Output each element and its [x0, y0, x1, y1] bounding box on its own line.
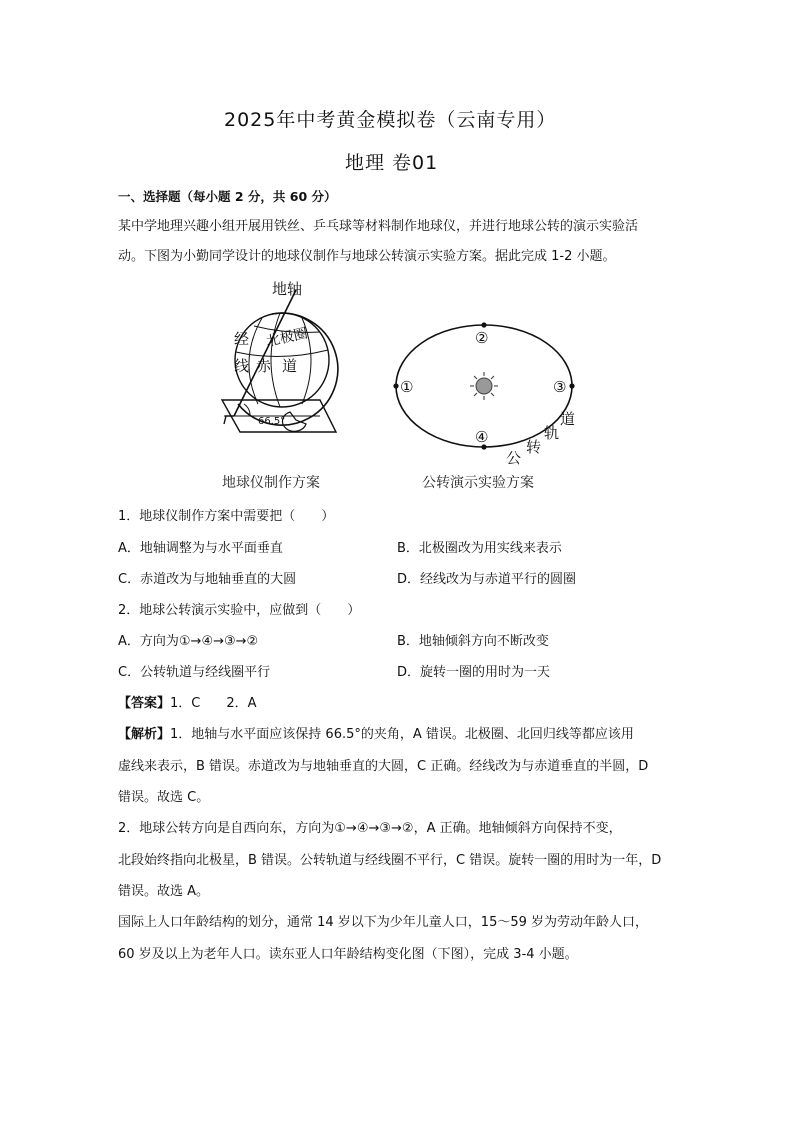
page-subtitle: 地理 卷01 — [345, 152, 439, 174]
position-label-1: ① — [400, 378, 414, 396]
question-2-option-b: B．地轴倾斜方向不断改变 — [397, 634, 549, 649]
orbit-label-char-4: 道 — [560, 410, 576, 428]
figure-area — [210, 276, 590, 498]
sun-icon — [476, 378, 492, 394]
analysis-line-6: 错误。故选 A。 — [118, 884, 210, 899]
question-2-option-d: D．旋转一圈的用时为一天 — [397, 665, 551, 680]
caption-orbit: 公转演示实验方案 — [422, 475, 534, 491]
position-dot-2 — [481, 322, 486, 327]
orbit-figure — [393, 322, 575, 491]
label-chi: 赤 — [256, 357, 272, 375]
question-2-stem: 2．地球公转演示实验中，应做到（ ） — [118, 603, 361, 618]
caption-globe: 地球仪制作方案 — [222, 475, 320, 491]
globe-figure — [222, 280, 338, 491]
analysis-line-1 — [118, 719, 634, 750]
analysis-line-3: 错误。故选 C。 — [118, 790, 210, 805]
question-2-option-c: C．公转轨道与经线圈平行 — [118, 665, 271, 680]
meridian-line — [271, 313, 280, 407]
orbit-label-char-3: 轨 — [544, 424, 560, 442]
label-axis: 地轴 — [272, 280, 303, 298]
section-heading: 一、选择题（每小题 2 分，共 60 分） — [118, 189, 337, 204]
answer-line — [118, 688, 257, 719]
analysis-text-1: 1．地轴与水平面应该保持 66.5°的夹角，A 错误。北极圈、北回归线等都应该用 — [170, 727, 634, 742]
intro2-line-1: 国际上人口年龄结构的划分，通常 14 岁以下为少年儿童人口，15～59 岁为劳动年龄人口， — [118, 915, 649, 930]
orbit-label-char-1: 公 — [506, 449, 522, 467]
question-1-stem: 1．地球仪制作方案中需要把（ ） — [118, 509, 335, 524]
question-1-option-a: A．地轴调整为与水平面垂直 — [118, 541, 283, 556]
intro-line-2: 动。下图为小勤同学设计的地球仪制作与地球公转演示实验方案。据此完成 1-2 小题。 — [118, 249, 616, 264]
intro-line-1: 某中学地理兴趣小组开展用铁丝、乒乓球等材料制作地球仪，并进行地球公转的演示实验活 — [118, 219, 639, 234]
position-label-2: ② — [475, 329, 489, 347]
label-dao: 道 — [282, 357, 298, 375]
analysis-label: 【解析】 — [118, 727, 171, 742]
position-dot-1 — [393, 383, 398, 388]
label-jing: 经 — [234, 330, 250, 348]
label-xian: 线 — [234, 357, 250, 375]
answer-label: 【答案】 — [118, 696, 171, 711]
label-angle: 66.5° — [258, 416, 286, 427]
question-1-option-c: C．赤道改为与地轴垂直的大圆 — [118, 572, 297, 587]
analysis-line-5: 北段始终指向北极星，B 错误。公转轨道与经线圈不平行，C 错误。旋转一圈的用时为一年，D — [118, 853, 662, 868]
position-dot-3 — [569, 383, 574, 388]
question-2-option-a: A．方向为①→④→③→② — [118, 634, 259, 649]
page-title: 2025年中考黄金模拟卷（云南专用） — [224, 109, 557, 131]
intro2-line-2: 60 岁及以上为老年人口。读东亚人口年龄结构变化图（下图），完成 3-4 小题。 — [118, 947, 578, 962]
analysis-line-4: 2．地球公转方向是自西向东，方向为①→④→③→②，A 正确。地轴倾斜方向保持不变， — [118, 821, 622, 836]
position-label-4: ④ — [475, 428, 489, 446]
question-1-option-b: B．北极圈改为用实线来表示 — [397, 541, 562, 556]
orbit-label-char-2: 转 — [526, 438, 542, 456]
position-label-3: ③ — [553, 378, 567, 396]
question-1-option-d: D．经线改为与赤道平行的圆圈 — [397, 572, 577, 587]
label-arctic-circle: 北极圈 — [264, 325, 310, 350]
analysis-line-2: 虚线来表示，B 错误。赤道改为与地轴垂直的大圆，C 正确。经线改为与赤道垂直的半圆，D — [118, 759, 649, 774]
answer-text: 1．C 2．A — [170, 696, 257, 711]
